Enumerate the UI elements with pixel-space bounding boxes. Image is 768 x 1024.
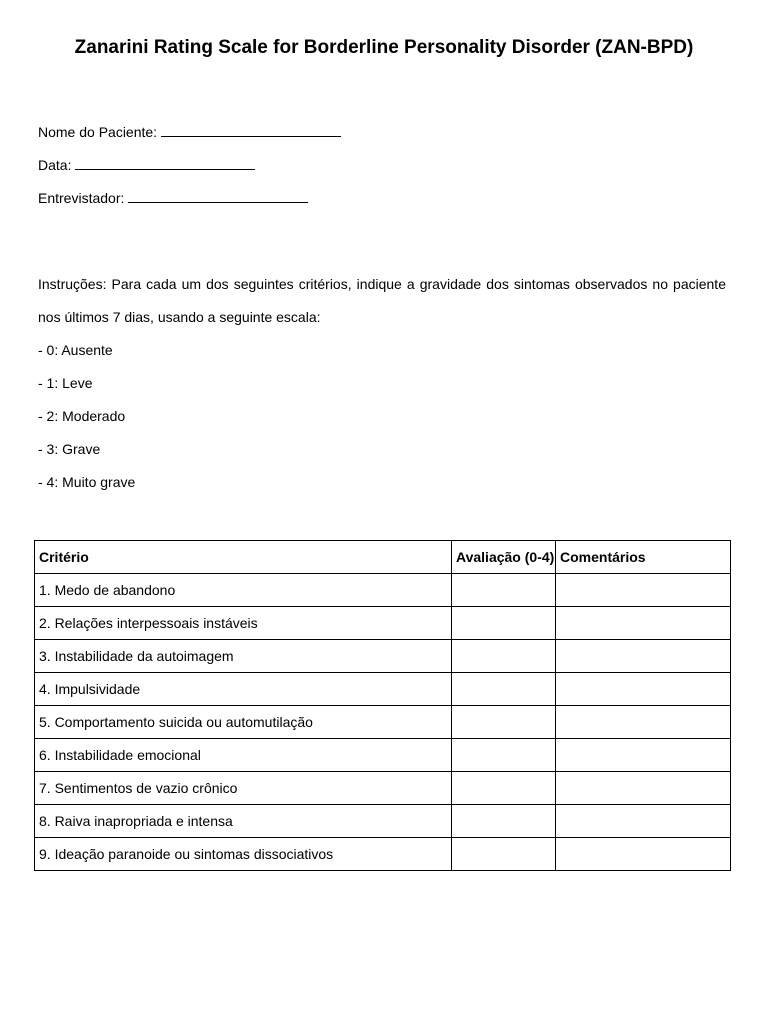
comment-cell[interactable] xyxy=(556,805,731,838)
rating-cell[interactable] xyxy=(452,607,556,640)
criterion-cell: 5. Comportamento suicida ou automutilação xyxy=(35,706,452,739)
comment-cell[interactable] xyxy=(556,607,731,640)
comment-cell[interactable] xyxy=(556,772,731,805)
criterion-cell: 3. Instabilidade da autoimagem xyxy=(35,640,452,673)
criteria-table xyxy=(34,540,731,871)
instructions xyxy=(38,268,726,499)
comment-cell[interactable] xyxy=(556,838,731,871)
rating-cell[interactable] xyxy=(452,805,556,838)
scale-item: - 3: Grave xyxy=(38,441,101,457)
rating-cell[interactable] xyxy=(452,673,556,706)
rating-cell[interactable] xyxy=(452,838,556,871)
table-row xyxy=(35,739,731,772)
rating-cell[interactable] xyxy=(452,706,556,739)
patient-name-field xyxy=(38,122,341,140)
patient-name-label: Nome do Paciente: xyxy=(38,124,158,140)
criterion-cell: 2. Relações interpessoais instáveis xyxy=(35,607,452,640)
comment-cell[interactable] xyxy=(556,673,731,706)
document-title: Zanarini Rating Scale for Borderline Personality Disorder (ZAN-BPD) xyxy=(74,37,694,58)
rating-cell[interactable] xyxy=(452,772,556,805)
criterion-cell: 4. Impulsividade xyxy=(35,673,452,706)
scale-item: - 4: Muito grave xyxy=(38,474,136,490)
interviewer-blank[interactable] xyxy=(128,188,308,203)
criterion-cell: 1. Medo de abandono xyxy=(35,574,452,607)
table-row xyxy=(35,838,731,871)
table-row xyxy=(35,607,731,640)
rating-cell[interactable] xyxy=(452,739,556,772)
comment-cell[interactable] xyxy=(556,739,731,772)
instructions-text: Instruções: Para cada um dos seguintes critérios, indique a gravidade dos sintomas observados no paciente nos últimos 7 dias, usando a seguinte escala: xyxy=(38,276,726,325)
rating-cell[interactable] xyxy=(452,574,556,607)
table-header-row xyxy=(35,541,731,574)
header-avaliacao: Avaliação (0-4) xyxy=(452,541,556,574)
scale-item: - 1: Leve xyxy=(38,375,93,391)
patient-name-blank[interactable] xyxy=(161,122,341,137)
comment-cell[interactable] xyxy=(556,706,731,739)
date-label: Data: xyxy=(38,157,72,173)
criterion-cell: 7. Sentimentos de vazio crônico xyxy=(35,772,452,805)
rating-cell[interactable] xyxy=(452,640,556,673)
interviewer-label: Entrevistador: xyxy=(38,190,125,206)
comment-cell[interactable] xyxy=(556,574,731,607)
criterion-cell: 9. Ideação paranoide ou sintomas dissociativos xyxy=(35,838,452,871)
table-row xyxy=(35,574,731,607)
date-blank[interactable] xyxy=(75,155,255,170)
table-row xyxy=(35,706,731,739)
table-row xyxy=(35,640,731,673)
scale-item: - 2: Moderado xyxy=(38,408,126,424)
scale-item: - 0: Ausente xyxy=(38,342,113,358)
date-field xyxy=(38,155,255,173)
criterion-cell: 8. Raiva inapropriada e intensa xyxy=(35,805,452,838)
header-comentarios: Comentários xyxy=(556,541,731,574)
interviewer-field xyxy=(38,188,308,206)
header-criterio: Critério xyxy=(35,541,452,574)
criterion-cell: 6. Instabilidade emocional xyxy=(35,739,452,772)
table-row xyxy=(35,772,731,805)
table-row xyxy=(35,805,731,838)
comment-cell[interactable] xyxy=(556,640,731,673)
table-row xyxy=(35,673,731,706)
